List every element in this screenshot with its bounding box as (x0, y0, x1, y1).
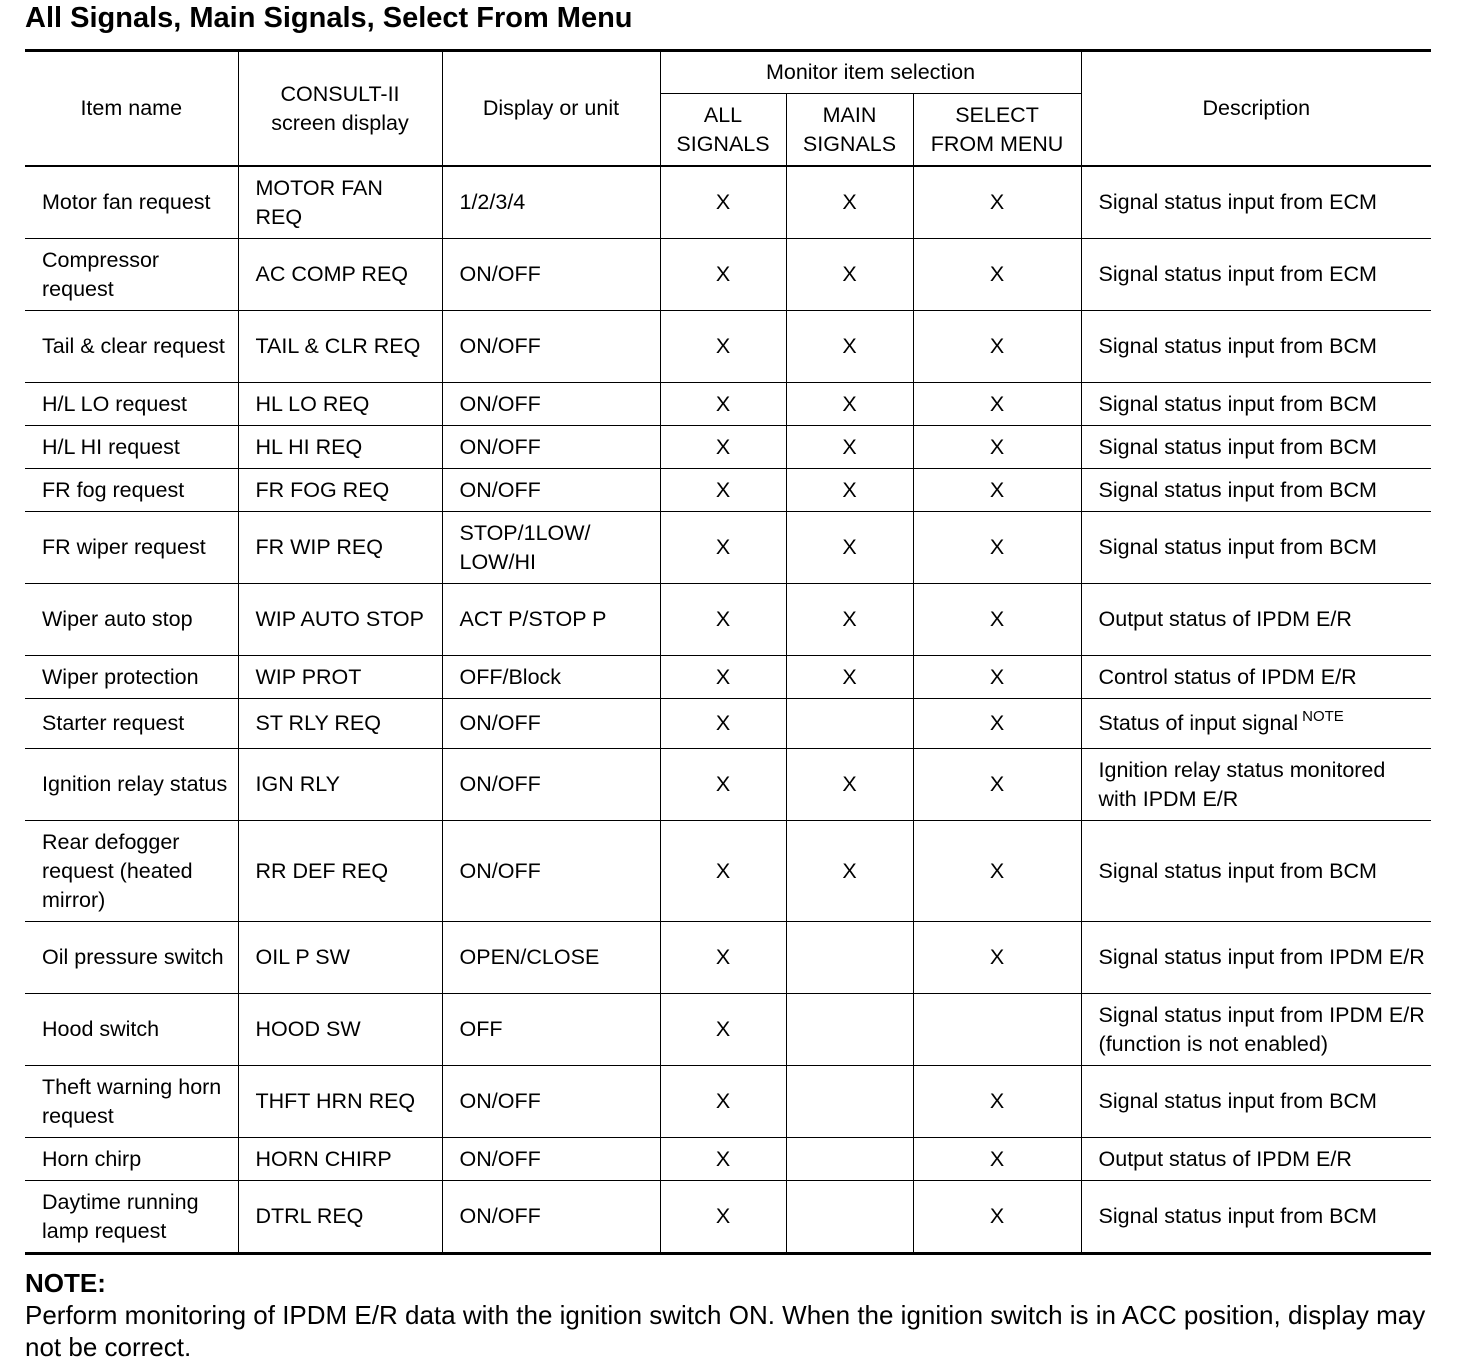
header-display-unit: Display or unit (442, 51, 660, 167)
consult-display-cell (238, 922, 442, 994)
consult-display-cell-text: DTRL REQ (255, 1204, 364, 1228)
select-from-menu-cell (913, 512, 1081, 584)
consult-display-cell (238, 699, 442, 749)
item-name-cell-text: Wiper auto stop (42, 607, 193, 631)
description-cell-text: Signal status input from BCM (1098, 1089, 1377, 1113)
main-signals-cell (786, 922, 913, 994)
display-unit-cell (442, 922, 660, 994)
header-consult-line1: CONSULT-II (280, 81, 400, 106)
select-from-menu-cell (913, 1066, 1081, 1138)
display-unit-cell-text: OPEN/CLOSE (459, 945, 600, 969)
display-unit-cell-text: OFF/Block (459, 664, 562, 689)
item-name-cell (25, 749, 238, 821)
table-row (25, 239, 1431, 311)
all-signals-cell-text: X (715, 477, 731, 502)
consult-display-cell (238, 469, 442, 512)
header-item-name: Item name (25, 51, 238, 167)
all-signals-cell-text: X (715, 1204, 731, 1228)
description-cell (1081, 166, 1431, 239)
item-name-cell (25, 1066, 238, 1138)
item-name-cell-text: H/L HI request (42, 434, 180, 459)
header-monitor-selection: Monitor item selection (660, 51, 1081, 94)
display-unit-cell-text: ON/OFF (459, 391, 541, 416)
display-unit-cell-text: ACT P/STOP P (459, 607, 607, 631)
all-signals-cell-text: X (715, 607, 731, 631)
display-unit-cell-text: ON/OFF (459, 858, 541, 883)
display-unit-cell-text: ON/OFF (459, 1204, 541, 1228)
description-cell (1081, 749, 1431, 821)
main-signals-cell (786, 1138, 913, 1181)
select-from-menu-cell (913, 239, 1081, 311)
select-from-menu-cell-text: X (989, 772, 1005, 796)
all-signals-cell (660, 512, 786, 584)
consult-display-cell-text: OIL P SW (255, 945, 350, 969)
item-name-cell (25, 426, 238, 469)
consult-display-cell-text: HL LO REQ (255, 391, 370, 416)
main-signals-cell (786, 426, 913, 469)
all-signals-cell-text: X (715, 262, 731, 286)
item-name-cell (25, 699, 238, 749)
select-from-menu-cell (913, 469, 1081, 512)
main-signals-cell (786, 656, 913, 699)
all-signals-cell (660, 749, 786, 821)
consult-display-cell-text: THFT HRN REQ (255, 1089, 416, 1113)
select-from-menu-cell (913, 383, 1081, 426)
select-from-menu-cell-text: X (989, 664, 1005, 689)
display-unit-cell (442, 311, 660, 383)
header-main-line2: SIGNALS (802, 131, 897, 156)
item-name-cell (25, 512, 238, 584)
description-cell-text: Signal status input from ECM (1098, 190, 1377, 214)
select-from-menu-cell-text: X (989, 1204, 1005, 1228)
header-main-signals (786, 94, 913, 167)
description-cell (1081, 426, 1431, 469)
all-signals-cell-text: X (715, 1146, 731, 1171)
all-signals-cell (660, 656, 786, 699)
select-from-menu-cell (913, 994, 1081, 1066)
all-signals-cell-text: X (715, 334, 731, 358)
display-unit-cell-text: ON/OFF (459, 711, 541, 735)
consult-display-cell-text: MOTOR FAN REQ (255, 175, 383, 229)
select-from-menu-cell (913, 311, 1081, 383)
select-from-menu-cell-text: X (989, 858, 1005, 883)
all-signals-cell-text: X (715, 535, 731, 559)
all-signals-cell-text: X (715, 772, 731, 796)
description-cell (1081, 1066, 1431, 1138)
select-from-menu-cell-text: X (989, 945, 1005, 969)
select-from-menu-cell-text: X (989, 1089, 1005, 1113)
description-cell (1081, 656, 1431, 699)
item-name-cell-text: FR fog request (42, 477, 185, 502)
all-signals-cell (660, 1066, 786, 1138)
select-from-menu-cell (913, 1138, 1081, 1181)
select-from-menu-cell (913, 656, 1081, 699)
header-all-signals (660, 94, 786, 167)
description-cell-text: Signal status input from BCM (1098, 1204, 1377, 1228)
table-row (25, 512, 1431, 584)
item-name-cell (25, 821, 238, 922)
item-name-cell (25, 239, 238, 311)
consult-display-cell-text: TAIL & CLR REQ (255, 334, 421, 358)
select-from-menu-cell (913, 821, 1081, 922)
all-signals-cell (660, 584, 786, 656)
table-row (25, 383, 1431, 426)
item-name-cell-text: H/L LO request (42, 391, 187, 416)
table-row (25, 584, 1431, 656)
display-unit-cell-text: ON/OFF (459, 477, 541, 502)
description-cell-text: Signal status input from IPDM E/R (function is not enabled) (1098, 1002, 1425, 1056)
page-title: All Signals, Main Signals, Select From Menu (25, 2, 633, 34)
item-name-cell-text: Daytime running lamp request (42, 1189, 199, 1243)
table-row (25, 1181, 1431, 1254)
consult-display-cell (238, 656, 442, 699)
consult-display-cell-text: ST RLY REQ (255, 711, 381, 735)
select-from-menu-cell (913, 922, 1081, 994)
item-name-cell-text: Starter request (42, 711, 185, 735)
main-signals-cell-text: X (842, 664, 857, 689)
main-signals-cell (786, 383, 913, 426)
consult-display-cell (238, 311, 442, 383)
table-row (25, 1066, 1431, 1138)
item-name-cell-text: Wiper protection (42, 664, 199, 689)
display-unit-cell-text: ON/OFF (459, 334, 541, 358)
select-from-menu-cell (913, 584, 1081, 656)
consult-display-cell (238, 584, 442, 656)
description-cell-text: Status of input signal (1098, 711, 1299, 735)
signals-table (25, 49, 1431, 1255)
header-all-line2: SIGNALS (676, 131, 770, 156)
main-signals-cell-text: X (842, 434, 857, 459)
consult-display-cell (238, 1181, 442, 1254)
consult-display-cell (238, 383, 442, 426)
display-unit-cell (442, 749, 660, 821)
main-signals-cell-text: X (842, 334, 857, 358)
select-from-menu-cell-text: X (989, 262, 1005, 286)
table-row (25, 922, 1431, 994)
table-header (25, 51, 1431, 167)
item-name-cell (25, 994, 238, 1066)
table-row (25, 749, 1431, 821)
item-name-cell (25, 1181, 238, 1254)
all-signals-cell (660, 821, 786, 922)
description-cell (1081, 512, 1431, 584)
select-from-menu-cell-text: X (989, 334, 1005, 358)
display-unit-cell-text: OFF (459, 1017, 503, 1041)
main-signals-cell-text: X (842, 535, 857, 559)
description-cell (1081, 1181, 1431, 1254)
select-from-menu-cell (913, 749, 1081, 821)
description-cell (1081, 239, 1431, 311)
item-name-cell-text: Compressor request (42, 247, 160, 301)
all-signals-cell-text: X (715, 664, 731, 689)
description-cell-text: Signal status input from BCM (1098, 334, 1377, 358)
display-unit-cell (442, 383, 660, 426)
item-name-cell-text: Hood switch (42, 1017, 160, 1041)
header-main-line1: MAIN (822, 102, 877, 127)
display-unit-cell (442, 1181, 660, 1254)
description-cell (1081, 821, 1431, 922)
consult-display-cell-text: FR WIP REQ (255, 535, 383, 559)
header-consult-line2: screen display (271, 110, 409, 135)
select-from-menu-cell (913, 426, 1081, 469)
item-name-cell (25, 922, 238, 994)
display-unit-cell (442, 1138, 660, 1181)
consult-display-cell (238, 1138, 442, 1181)
consult-display-cell-text: HL HI REQ (255, 434, 363, 459)
main-signals-cell-text: X (842, 477, 857, 502)
description-cell (1081, 584, 1431, 656)
item-name-cell-text: FR wiper request (42, 535, 206, 559)
table-row (25, 656, 1431, 699)
select-from-menu-cell-text: X (989, 711, 1005, 735)
all-signals-cell (660, 239, 786, 311)
main-signals-cell (786, 1066, 913, 1138)
consult-display-cell-text: WIP AUTO STOP (255, 607, 424, 631)
all-signals-cell-text: X (715, 1089, 731, 1113)
all-signals-cell (660, 994, 786, 1066)
note-heading: NOTE: (25, 1268, 106, 1298)
all-signals-cell (660, 922, 786, 994)
display-unit-cell-text: 1/2/3/4 (459, 190, 526, 214)
consult-display-cell-text: IGN RLY (255, 772, 340, 796)
display-unit-cell-text: STOP/1LOW/ LOW/HI (459, 520, 591, 574)
main-signals-cell-text: X (842, 607, 857, 631)
main-signals-cell (786, 166, 913, 239)
item-name-cell-text: Tail & clear request (42, 334, 225, 358)
consult-display-cell (238, 821, 442, 922)
select-from-menu-cell-text: X (989, 535, 1005, 559)
table-row (25, 166, 1431, 239)
consult-display-cell (238, 994, 442, 1066)
description-cell (1081, 311, 1431, 383)
select-from-menu-cell-text: X (989, 190, 1005, 214)
consult-display-cell-text: WIP PROT (255, 664, 362, 689)
all-signals-cell-text: X (715, 711, 731, 735)
consult-display-cell-text: HOOD SW (255, 1017, 361, 1041)
table-row (25, 821, 1431, 922)
all-signals-cell-text: X (715, 1017, 731, 1041)
description-cell (1081, 1138, 1431, 1181)
select-from-menu-cell (913, 1181, 1081, 1254)
display-unit-cell-text: ON/OFF (459, 772, 541, 796)
display-unit-cell (442, 584, 660, 656)
select-from-menu-cell-text: X (989, 607, 1005, 631)
consult-display-cell (238, 512, 442, 584)
all-signals-cell (660, 383, 786, 426)
main-signals-cell (786, 584, 913, 656)
main-signals-cell (786, 512, 913, 584)
table-body (25, 166, 1431, 1254)
item-name-cell (25, 166, 238, 239)
item-name-cell-text: Rear defogger request (heated mirror) (42, 829, 193, 912)
display-unit-cell (442, 656, 660, 699)
display-unit-cell-text: ON/OFF (459, 1146, 541, 1171)
main-signals-cell (786, 311, 913, 383)
description-cell-text: Output status of IPDM E/R (1098, 607, 1352, 631)
description-cell (1081, 383, 1431, 426)
header-select-from-menu (913, 94, 1081, 167)
display-unit-cell-text: ON/OFF (459, 262, 541, 286)
description-cell-text: Output status of IPDM E/R (1098, 1146, 1352, 1171)
select-from-menu-cell-text: X (989, 477, 1005, 502)
item-name-cell-text: Motor fan request (42, 190, 211, 214)
consult-display-cell (238, 426, 442, 469)
select-from-menu-cell-text: X (989, 391, 1005, 416)
consult-display-cell-text: FR FOG REQ (255, 477, 390, 502)
item-name-cell-text: Theft warning horn request (42, 1074, 222, 1128)
item-name-cell-text: Oil pressure switch (42, 945, 224, 969)
header-all-line1: ALL (703, 102, 743, 127)
item-name-cell-text: Ignition relay status (42, 772, 228, 796)
consult-display-cell-text: HORN CHIRP (255, 1146, 392, 1171)
all-signals-cell-text: X (715, 434, 731, 459)
display-unit-cell (442, 1066, 660, 1138)
select-from-menu-cell (913, 699, 1081, 749)
description-cell (1081, 699, 1431, 749)
item-name-cell (25, 656, 238, 699)
item-name-cell (25, 311, 238, 383)
description-cell-text: Ignition relay status monitored with IPDM E/R (1098, 757, 1386, 811)
table-row (25, 1138, 1431, 1181)
description-cell-text: Signal status input from BCM (1098, 535, 1377, 559)
main-signals-cell-text: X (842, 262, 857, 286)
all-signals-cell (660, 1181, 786, 1254)
description-cell-text: Signal status input from BCM (1098, 391, 1377, 416)
table-row (25, 994, 1431, 1066)
item-name-cell (25, 1138, 238, 1181)
description-cell-text: Signal status input from ECM (1098, 262, 1377, 286)
description-cell-text: Signal status input from BCM (1098, 858, 1377, 883)
header-consult-display (238, 51, 442, 167)
main-signals-cell-text: X (842, 772, 857, 796)
all-signals-cell (660, 166, 786, 239)
main-signals-cell-text: X (842, 190, 857, 214)
main-signals-cell (786, 699, 913, 749)
consult-display-cell-text: RR DEF REQ (255, 858, 389, 883)
table-row (25, 311, 1431, 383)
display-unit-cell (442, 239, 660, 311)
all-signals-cell (660, 1138, 786, 1181)
main-signals-cell (786, 821, 913, 922)
main-signals-cell (786, 994, 913, 1066)
all-signals-cell-text: X (715, 858, 731, 883)
all-signals-cell (660, 311, 786, 383)
main-signals-cell-text: X (842, 391, 857, 416)
description-cell (1081, 994, 1431, 1066)
description-cell-text: Signal status input from IPDM E/R (1098, 945, 1425, 969)
select-from-menu-cell-text: X (989, 434, 1005, 459)
all-signals-cell (660, 426, 786, 469)
main-signals-cell (786, 469, 913, 512)
consult-display-cell (238, 1066, 442, 1138)
all-signals-cell-text: X (715, 190, 731, 214)
select-from-menu-cell (913, 166, 1081, 239)
description-cell (1081, 922, 1431, 994)
item-name-cell-text: Horn chirp (42, 1146, 142, 1171)
select-from-menu-cell-text: X (989, 1146, 1005, 1171)
description-cell (1081, 469, 1431, 512)
main-signals-cell-text: X (842, 858, 857, 883)
main-signals-cell (786, 239, 913, 311)
item-name-cell (25, 584, 238, 656)
display-unit-cell (442, 994, 660, 1066)
all-signals-cell (660, 699, 786, 749)
consult-display-cell (238, 749, 442, 821)
note-reference: NOTE (1302, 708, 1344, 725)
description-cell-text: Signal status input from BCM (1098, 434, 1377, 459)
display-unit-cell (442, 426, 660, 469)
main-signals-cell (786, 1181, 913, 1254)
display-unit-cell (442, 699, 660, 749)
all-signals-cell (660, 469, 786, 512)
header-select-line1: SELECT (955, 102, 1039, 127)
description-cell-text: Control status of IPDM E/R (1098, 664, 1357, 689)
main-signals-cell (786, 749, 913, 821)
table-row (25, 469, 1431, 512)
all-signals-cell-text: X (715, 391, 731, 416)
header-description: Description (1081, 51, 1431, 167)
item-name-cell (25, 469, 238, 512)
display-unit-cell (442, 166, 660, 239)
table-row (25, 699, 1431, 749)
consult-display-cell (238, 239, 442, 311)
display-unit-cell (442, 469, 660, 512)
item-name-cell (25, 383, 238, 426)
consult-display-cell (238, 166, 442, 239)
consult-display-cell-text: AC COMP REQ (255, 262, 409, 286)
display-unit-cell (442, 512, 660, 584)
all-signals-cell-text: X (715, 945, 731, 969)
display-unit-cell (442, 821, 660, 922)
display-unit-cell-text: ON/OFF (459, 1089, 541, 1113)
table-row (25, 426, 1431, 469)
note-text: Perform monitoring of IPDM E/R data with the ignition switch ON. When the ignition switch is in ACC position, display may not be correct. (25, 1300, 1426, 1362)
description-cell-text: Signal status input from BCM (1098, 477, 1377, 502)
header-select-line2: FROM MENU (930, 131, 1064, 156)
display-unit-cell-text: ON/OFF (459, 434, 541, 459)
